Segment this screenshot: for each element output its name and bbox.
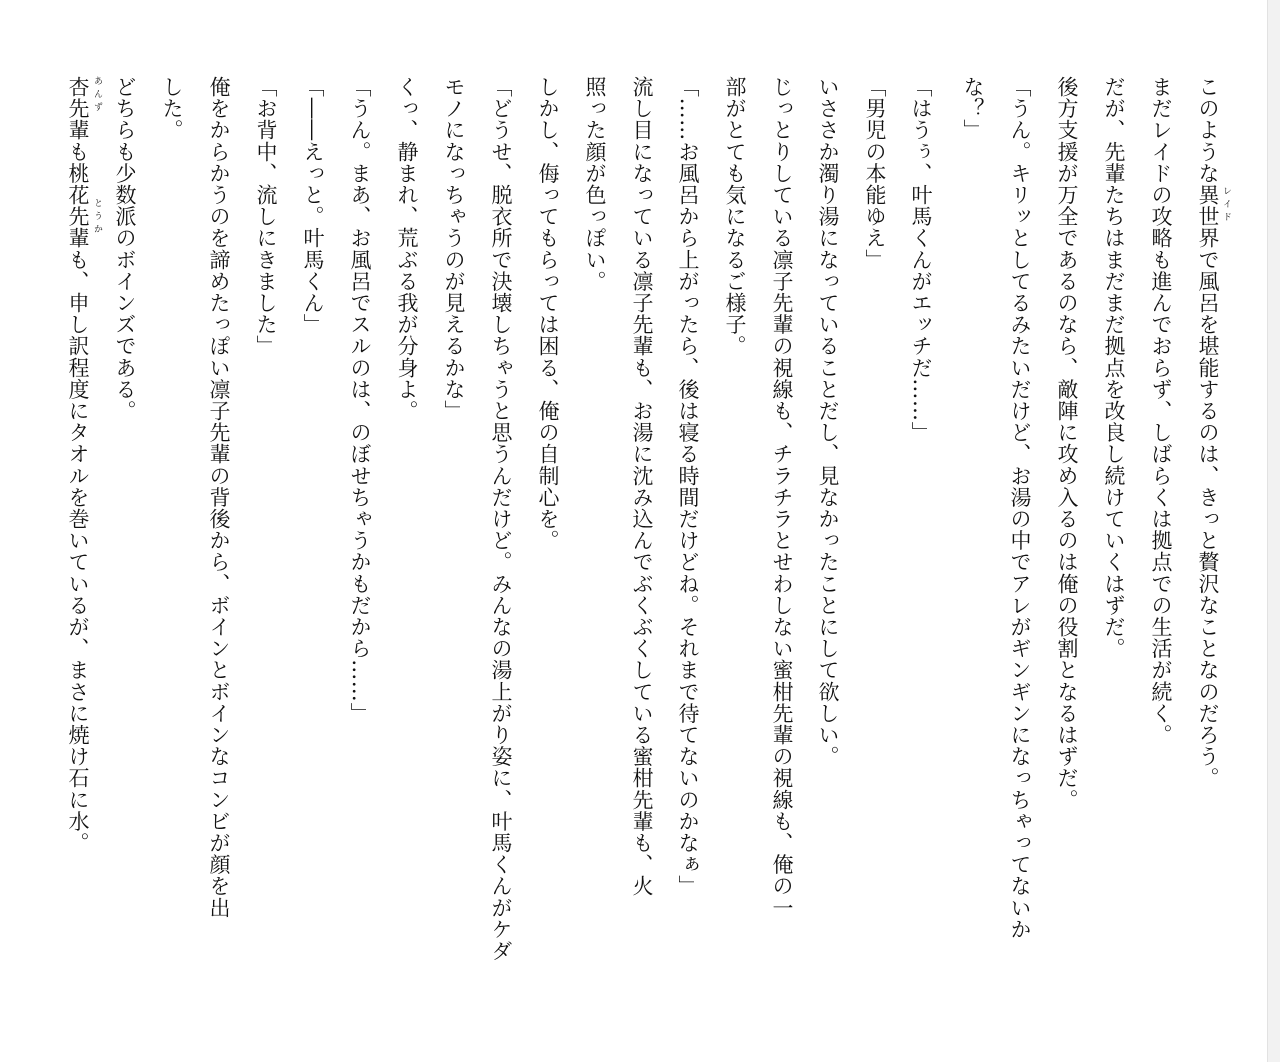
text-line: 「どうせ、脱衣所で決壊しちゃうと思うんだけど。みんなの湯上がり姿に、叶馬くんがケダ (489, 76, 513, 962)
text-line: 後方支援が万全であるのなら、敵陣に攻め入るのは俺の役割となるはずだ。 (1055, 76, 1079, 811)
text-line: モノになっちゃうのが見えるかな」 (442, 76, 466, 422)
ruby-isekai: レイド (1221, 186, 1231, 225)
text-line: 「お背中、流しにきました」 (254, 76, 278, 357)
text-line: 「――えっと。叶馬くん」 (301, 76, 325, 336)
ruby-an: あんず (92, 76, 102, 115)
text-line: どちらも少数派のボインズである。 (113, 76, 137, 422)
text-line: しかし、侮ってもらっては困る、俺の自制心を。 (536, 76, 560, 552)
text-line: 「うん。まあ、お風呂でスルのは、のぼせちゃうかもだから……」 (348, 76, 372, 724)
text-line: 杏先輩も桃花先輩も、申し訳程度にタオルを巻いているが、まさに焼け石に水。 (66, 76, 90, 854)
text-line: 「……お風呂から上がったら、後は寝る時間だけどね。それまで待てないのかなぁ」 (676, 76, 700, 897)
text-line: 流し目になっている凛子先輩も、お湯に沈み込んでぶくぶくしている蜜柑先輩も、火 (630, 76, 654, 897)
text-line: 「男児の本能ゆえ」 (863, 76, 887, 271)
text-line: 「うん。キリッとしてるみたいだけど、お湯の中でアレがギンギンになっちゃってないか (1008, 76, 1032, 940)
text-line: 「はうぅ、叶馬くんがエッチだ……」 (909, 76, 933, 444)
text-line: このような異世界で風呂を堪能するのは、きっと贅沢なことなのだろう。 (1196, 76, 1220, 789)
text-line: な？」 (961, 76, 985, 141)
page-edge (1267, 0, 1280, 1062)
text-line: だが、先輩たちはまだまだ拠点を改良し続けていくはずだ。 (1102, 76, 1126, 660)
text-line: した。 (160, 76, 184, 141)
text-line: 部がとても気になるご様子。 (723, 76, 747, 357)
text-line: いささか濁り湯になっていることだし、見なかったことにして欲しい。 (816, 76, 840, 768)
text-line: くっ、静まれ、荒ぶる我が分身よ。 (395, 76, 419, 422)
ruby-touka: とうか (92, 198, 102, 237)
text-line: 俺をからかうのを諦めたっぽい凛子先輩の背後から、ボインとボインなコンビが顔を出 (207, 76, 231, 919)
text-line: 照った顔が色っぽい。 (583, 76, 607, 292)
text-line: じっとりしている凛子先輩の視線も、チラチラとせわしない蜜柑先輩の視線も、俺の一 (770, 76, 794, 919)
text-line: まだレイドの攻略も進んでおらず、しばらくは拠点での生活が続く。 (1149, 76, 1173, 746)
